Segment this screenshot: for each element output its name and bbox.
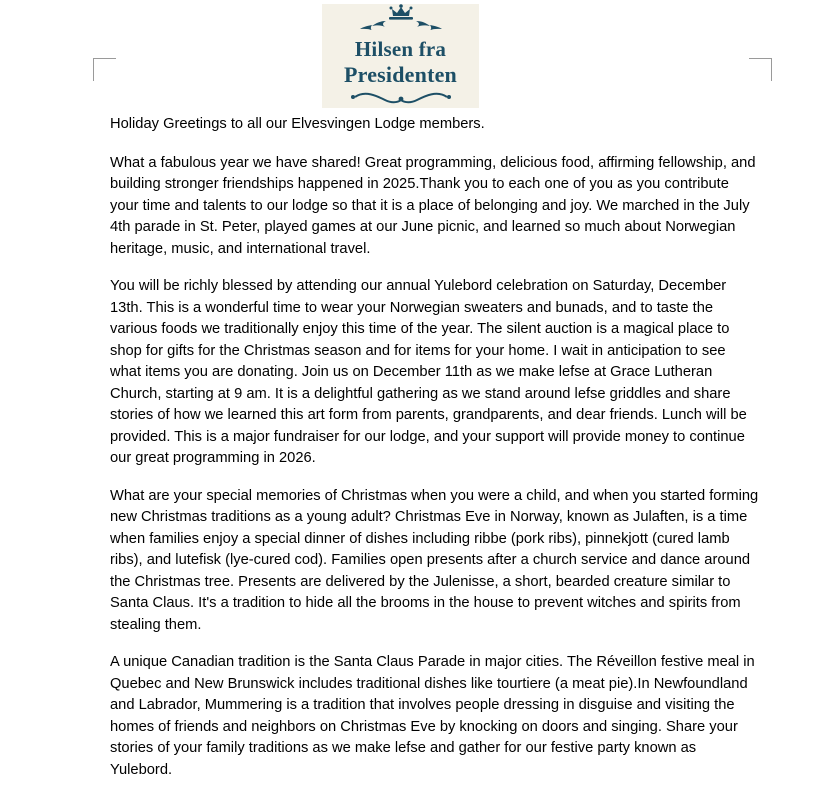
crown-ornament-icon [346,4,456,35]
paragraph-greeting: Holiday Greetings to all our Elvesvingen Lodge members. [110,116,485,132]
crop-mark-top-left [93,58,116,81]
letter-body [110,114,760,797]
paragraph-year-review: What a fabulous year we have shared! Great programming, delicious food, affirming fellowship, and building stronger friendships happened in 2025.Thank you to each one of you as you contribute your time and talents to our lodge so that it is a place of belonging and joy. We marched in the July 4th parade in St. Peter, played games at our June picnic, and learned so much about Norwegian heritage, music, and international travel. [110,154,756,257]
paragraph-canadian-traditions: A unique Canadian tradition is the Santa Claus Parade in major cities. The Réveillon festive meal in Quebec and New Brunswick includes traditional dishes like tourtiere (a meat pie).In Newfoundland and Labrador, Mummering is a tradition that involves people dressing in disguise and visiting the homes of friends and neighbors on Christmas Eve by knocking on doors and singing. Share your stories of your family traditions as we make lefse and gather for our festive party known as Yulebord. [110,654,755,778]
masthead-title-line-2: Presidenten [343,61,457,87]
flourish-ornament-icon [345,90,457,109]
masthead-logo [322,4,479,108]
paragraph-norwegian-traditions: What are your special memories of Christmas when you were a child, and when you started forming new Christmas traditions as a young adult? Christmas Eve in Norway, known as Julaften, is a time when families enjoy a special dinner of dishes including ribbe (pork ribs), pinnekjott (cured lamb ribs), and lutefisk (lye-cured cod). Families open presents after a church service and dance around the Christmas tree. Presents are delivered by the Julenisse, a short, bearded creature similar to Santa Claus. It's a tradition to hide all the brooms in the house to prevent witches and spirits from stealing them. [110,487,759,633]
paragraph-yulebord-invite: You will be richly blessed by attending our annual Yulebord celebration on Saturday, December 13th. This is a wonderful time to wear your Norwegian sweaters and bunads, and to taste the various foods we traditionally enjoy this time of the year. The silent auction is a magical place to shop for gifts for the Christmas season and for items for your home. I wait in anticipation to see what items you are donating. Join us on December 11th as we make lefse at Grace Lutheran Church, starting at 9 am. It is a delightful gathering as we stand around lefse griddles and share stories of how we learned this art form from parents, grandparents, and dear friends. Lunch will be provided. This is a major fundraiser for our lodge, and your support will provide money to continue our great programming in 2026. [110,278,747,466]
masthead-title-line-1: Hilsen fra [354,36,447,61]
crop-mark-top-right [749,58,772,81]
